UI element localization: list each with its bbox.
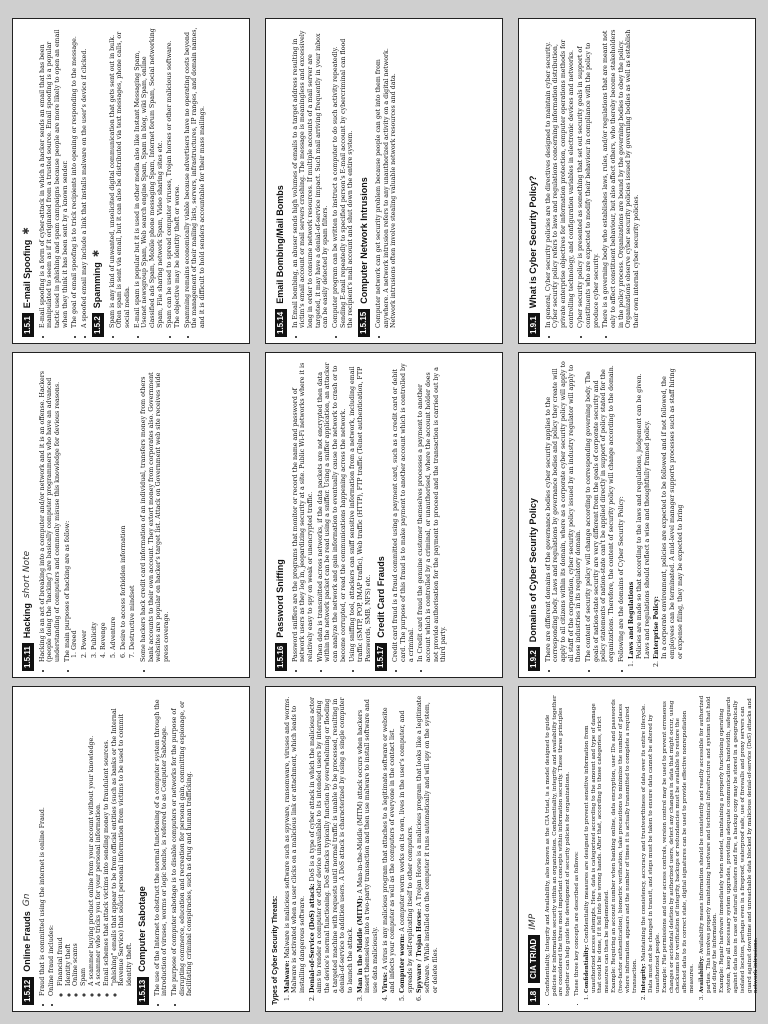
section-title: Hacking <box>22 603 33 639</box>
handwritten-note: short Note <box>22 550 33 599</box>
section-number: 1.5.16 <box>275 643 287 671</box>
section-heading <box>528 361 540 671</box>
domain-list <box>628 361 684 671</box>
list-item: • The use of the Internet to obstruct the normal functioning of a computer system through the introduction of viruses, worms or logic bombs, is referred to as Computer Sabotage. <box>154 695 169 996</box>
section-title: CIA TRIAD <box>528 935 540 983</box>
purpose-list <box>71 361 137 662</box>
list-item: • Confidentiality, Integrity and Availability, also known as the CIA triad, is a model designed to guide policies for information security within an organization. Confidentiality, integrity and availability together are considered the three most important concepts within information security. These three principles together can help guide the development of security policies for organizations. <box>545 695 572 996</box>
section-heading <box>275 27 287 337</box>
section-title: Types of Cyber Security Threats: <box>272 895 279 1005</box>
list-item: • Password sniffers are the programs that monitor or record the name and password of network users as they log in, jeopardizing security at a site. Public Wi-Fi networks where it is relatively easy to spy on weak or unencrypted traffic. <box>292 361 315 662</box>
list-item: • Following are the domains of Cyber Security Policy: <box>618 361 626 662</box>
list-item: • In Email bombing, an abuser sends high volumes of emails to a target address resulting in victim's email account or mail servers crashing. The message is meaningless and excessively long in order to consume network resources. If multiple accounts of a mail server are targeted, it may have a denial-of-service impact. Such mail arriving frequently in your inbox can be easily detected by spam filters. <box>292 27 330 328</box>
domain-title: Enterprise Policy: <box>653 596 661 659</box>
cia-text: Maintaining the consistency, accuracy and trustworthiness of data over its entire lifecycle. Data must not be changed in transit, and steps must be taken to ensure data cannot be altered by unauthorized people. <box>641 703 661 993</box>
rotated-content <box>13 687 251 1013</box>
threat-item <box>309 695 355 993</box>
rotated-content <box>13 19 251 345</box>
cia-term: Confidentiality: <box>583 944 590 993</box>
section-title: E-mail Spoofing <box>22 239 33 309</box>
cia-example: Example: File permissions and user access controls, version control may be used to prevent erroneous changes or accidental deletion by authorized users, detect any changes in data that might occur, using checksums for verification of integrity, backups or redundancies must be available to restore the affected data to its correct state, digital signatures can be used to provide effective nonrepudiation measures. <box>661 700 695 993</box>
threat-item <box>416 695 439 993</box>
list-item: • The purpose of computer sabotage is to disable computers or networks for the purpose of disrupting commerce, education and recreation for personal gain, committing espionage, or facilitating criminal conspiracies, such as drug and human trafficking. <box>171 695 194 996</box>
page-card-hacking <box>12 352 250 678</box>
section-heading <box>137 695 149 1005</box>
page-card-cia-triad <box>518 686 760 1012</box>
bullet-list <box>109 27 207 337</box>
page-card-email-spoofing <box>12 18 250 344</box>
list-item: • Some hackers hack credit card information of an individual, transfers money from others bank accounts to their own account. They extort money from corporates also. Government websites are popular on hacker's target list. Attack on Government web site receives wide press coverage. <box>140 361 171 662</box>
threat-name: Malware: <box>283 960 291 993</box>
purpose-item: 3. Publicity <box>91 361 99 650</box>
list-item: • A spoofed email may include a link that installs malware on the user's device if clicked. <box>81 27 89 328</box>
cia-term: Integrity: <box>641 963 648 993</box>
rotated-content <box>266 353 504 679</box>
cia-text: Availability means information should be consistently and readily accessible for authorized parties. This involves properly maintaining hardware and technical infrastructure and systems that hold and display the information. <box>698 695 719 993</box>
threat-name: Spyware / Trojan Horse: <box>416 908 424 993</box>
section-number: 1.5.11 <box>22 643 34 671</box>
section-heading <box>375 361 387 671</box>
bullet-list <box>545 27 641 337</box>
domain-item <box>653 361 684 659</box>
rotated-content <box>519 353 757 679</box>
section-number: 1.9.1 <box>528 313 540 337</box>
list-item: • When data is transmitted across networks, if the data packets are not encrypted then data within the network packet can be read using a sniffer. Using a sniffer application, an attacker can analyze the network and gain information to eventually cause the network to crash or to become corrupted, or read the communications happening across the network. <box>317 361 348 662</box>
cia-item <box>584 695 639 993</box>
section-number: 1.8 <box>528 988 540 1005</box>
list-item: • Cyber security policy is presented as something that set out security goals in support of constituents who are expected to modify their behaviour in compliance with the policy to produce cyber security. <box>577 27 600 328</box>
purpose-item: 6. Desire to access forbidden information <box>120 361 128 650</box>
list-item: • Computer program can be written to instruct a computer to do such activity repeatedly. Sending E-mail repeatedly to specified person's E-mail account by cybercriminal can flood the recipient's mail account and shut down the entire system. <box>332 27 355 328</box>
list-item: • There are different domains of the governance bodies cyber security applies to the corresponding body. Laws and regulations by governance bodies and policy they create will apply to all citizens within its domain, where as a corporate cyber security policy will apply to all staff of the corporation, cyber security policy issued by an industry regulator will apply to those industries in its regulatory domain. <box>545 361 583 662</box>
purpose-item: 5. Adventure <box>110 361 118 650</box>
purpose-item: 4. Revenge <box>100 361 108 650</box>
list-item-text: The main purposes of hacking are as follow: <box>63 520 71 662</box>
rotated-content <box>266 19 504 345</box>
list-item-text: Online fraud includes: <box>48 925 56 996</box>
cia-example: Example: Requiring an account number when banking online, data encryption, user IDs and passwords (two-factor authentication), biometric verification, take precautions to minimize the number of places where information appears and the number of times it is actually transmitted to complete a required transaction. <box>611 699 638 993</box>
section-number: 1.5.2 <box>92 313 104 337</box>
list-item: • E-mail spoofing is a form of cyber-attack in which a hacker sends an email that has been manipulated to seem as if it originated from a trusted source. Email spoofing is a popular tactic used in phishing and spam campaigns because people are more likely to open an email when they think it has been sent by a known sender. <box>39 27 70 328</box>
threat-list <box>284 695 440 1005</box>
section-number: 1.9.2 <box>528 647 540 671</box>
rotated-content <box>13 353 251 679</box>
section-heading <box>275 361 287 671</box>
rotated-content <box>519 687 760 1013</box>
page-card-cyber-security-policy <box>518 18 756 344</box>
star-icon: ✱ <box>92 249 103 258</box>
section-number: 1.5.12 <box>22 977 34 1005</box>
purpose-item: 2. Power <box>81 361 89 650</box>
cia-text: Confidentiality measures are designed to prevent sensitive information from unauthorized access attempts. Here, data is categorized according to the amount and type of damage that could be done, if it fell into the wrong hands. After that, according to those categories, strict measures can then be implemented. <box>583 703 611 993</box>
section-heading <box>22 695 34 1005</box>
threat-text: A Trojan Horse is a malicious program that looks like a legitimate software. While installed on the computer it runs automatically and will spy on the system, or delete files. <box>416 695 439 993</box>
bullet-list <box>545 361 626 671</box>
list-item: • In general, Cyber security policies are the directives designed to maintain cyber security. Cyber security policy refers to laws and regulations concerning information distribution, private enterprise objectives for information protection, computer operations methods for controlling technology, and configuration variables in electronic devices and networks. <box>545 27 576 328</box>
section-heading <box>358 27 370 337</box>
handwritten-note: IMP <box>528 913 539 930</box>
bullet-list <box>154 695 194 1005</box>
list-item: • The content of security policy will change according to corresponding governing body. The goals of nation-state security are very different from the goals of corporate security and policy statements of nation-state can't be applied directly in support of policy stated for the organizations. Therefore, the content of security policy will change according to the domain. <box>585 361 616 662</box>
page-card-online-frauds <box>12 686 250 1012</box>
list-item: • Credit card fraud is a fraud committed using a payment card, such as a credit card or debit card. The purpose of this fraud is to make payment to another account which is controlled by a criminal. <box>392 361 415 662</box>
list-item: • These three key concepts are described as follows: <box>574 695 581 996</box>
section-title: Online Frauds <box>22 911 33 972</box>
cia-example: Example: Repair hardware immediately when needed, maintaining a properly functioning operating system, keep all necessary system upgrades, providing adequate communication bandwidth, safeguards against data loss in case of natural disasters and fire, a backup copy may be stored in a geographically isolated location, perhaps even in a fireproof, waterproof safe, use of firewalls and proxy servers can guard against downtime and unreachable data blocked by malicious denial-of-service (DoS) attacks and network intrusions. <box>719 696 760 993</box>
threat-text: Malware is malicious software such as spyware, ransomware, viruses and worms. Malware is activated when a user clicks on a malicious link or attachment, which leads to installing dangerous software. <box>283 696 306 993</box>
fraud-kind: ◦ "phishing" emails that appear to be from official entities (such as banks or the Internal Revenue Service) that solicit personal information from victims to be used to commit identity theft. <box>111 695 134 986</box>
section-title: Spamming <box>92 262 103 309</box>
rotated-content <box>519 19 757 345</box>
bullet-list <box>545 695 581 1005</box>
page-card-threat-types <box>265 686 503 1012</box>
threat-text: A virus is any malicious program that attaches to a legitimate software or website and infects your computer as well as the computers of everyone in the contact list. <box>381 707 397 993</box>
list-item: • Spamming remains economically viable because advertisers have no operating costs beyond the management of their mailing lists, servers, infrastructures, IP ranges, and domain names, and it is difficult to hold senders accountable for their mass mailings. <box>184 27 207 328</box>
threat-text: A Man-in-the-Middle (MITM) attack occurs when hackers insert themselves into a two-party transaction and then use malware to install software and use data maliciously. <box>356 699 379 993</box>
section-title: Computer Sabotage <box>137 886 148 972</box>
fraud-kind-list <box>57 695 134 996</box>
fraud-kind: ◦ Financial fraud <box>57 695 65 986</box>
page-card-password-sniffing <box>265 352 503 678</box>
fraud-kind: ◦ Email schemes that attack victims into sending money to fraudulent sources. <box>103 695 111 986</box>
threat-name: Denial-of-Service (DoS) attack: <box>308 883 316 993</box>
section-title: Computer Network Intrusions <box>358 177 369 304</box>
fraud-kind: ◦ A scammer buying product online from your account without your knowledge. <box>88 695 96 986</box>
threat-item <box>399 695 414 993</box>
threat-item <box>284 695 307 993</box>
section-heading <box>22 361 34 671</box>
fraud-kind: ◦ A scammer who tricks you for your personal information. <box>95 695 103 986</box>
bullet-list <box>39 361 171 671</box>
page-card-domains-policy <box>518 352 756 678</box>
purpose-item: 1. Greed <box>71 361 79 650</box>
bullet-list <box>39 27 89 337</box>
section-heading <box>92 27 104 337</box>
section-title: Password Sniffing <box>275 559 286 638</box>
cia-term: Availability: <box>698 955 705 993</box>
section-title: What is Cyber Security Policy? <box>528 175 539 309</box>
threat-item <box>382 695 397 993</box>
bullet-list <box>292 27 355 337</box>
threat-name: Computer worm: <box>398 933 406 993</box>
section-number: 1.5.1 <box>22 313 34 337</box>
bullet-list <box>292 361 373 671</box>
fraud-kind: ◦ Identity theft <box>65 695 73 986</box>
bullet-list <box>392 361 448 671</box>
page-card-email-bombing <box>265 18 503 344</box>
threat-item <box>357 695 380 993</box>
list-item: • Using sniffing tool, attackers can sniff sensitive information from a network, including email traffic (SMTP, POP, IMAP traffic), Web traffic (HTTP), FTP traffic (Telnet authentication, FTP Passwords, SMB, NFS) etc. <box>349 361 372 662</box>
domain-title: Laws and Regulations <box>628 581 636 659</box>
bullet-list <box>39 695 134 1005</box>
domain-item <box>628 361 651 659</box>
section-number: 1.5.14 <box>275 309 287 337</box>
section-heading <box>528 27 540 337</box>
list-item <box>64 361 137 662</box>
list-item: • In Credit card fraud the genuine customer themselves processes a payment to another account which is controlled by a criminal, or unauthorised, where the account holder does not provide authorisation for the payment to proceed and the transaction is carried out by a third party. <box>417 361 448 662</box>
section-number: 1.5.15 <box>358 309 370 337</box>
domain-text: In a corporate environment, policies are expected to be followed and if not followed, the employees can be terminated. A mid-level manager supports processes such as staff hiring or expense filing, they may be expected to bring <box>661 368 684 659</box>
purpose-item: 7. Destructive mindset <box>129 361 137 650</box>
list-item: • There is a governing body who establishes laws, rules, and/or regulations that are meant not only to affect constituent behaviour, but also affect others, who thereby become stakeholders in the policy process. Organizations are bound by the governing bodies to obey the policy. Organizations observe cyber security policies issued by governing bodies as well as establish their own internal cyber security policies. <box>602 27 640 328</box>
list-item <box>48 695 133 996</box>
cia-list <box>584 695 760 1005</box>
rotated-content <box>266 687 504 1013</box>
fraud-kind: ◦ Online scams <box>72 695 80 986</box>
threat-name: Man in the Middle (MITM): <box>356 895 364 993</box>
list-item: • E-mail spam is popular but it is used in other media also like Instant Messaging Spam, Usenet newsgroup Spam, Web search engine Spam, Spam in blog, wiki Spam, online classified ads Spam, Mobile phone messaging Spam, Internet forum Spam, Social networking Spam, File sharing network Spam, Video sharing sites etc. <box>134 27 165 328</box>
list-item: • The goal of email spoofing is to trick recipients into opening or responding to the message. <box>71 27 79 328</box>
domain-text: Policies are made so that according to the laws and regulations, judgement can be given. Laws and regulations should reflect a wise and thoughtfully framed policy. <box>636 373 651 659</box>
cia-item <box>641 695 696 993</box>
section-title: Credit Card Frauds <box>375 556 386 638</box>
section-title: Domains of Cyber Security Policy <box>528 498 539 643</box>
star-icon: ✱ <box>22 227 33 235</box>
handwritten-note: Gn <box>22 893 33 907</box>
threat-text: DoS is a type of cyber attack in which the malicious actor aims to render a computer or other device unavailable to its intended users by interrupting the device's normal functioning. DoS attacks typically function by overwhelming or flooding a targeted machine with requests until normal traffic is unable to be processed, resulting in denial-of-service to addition users. A DoS attack is characterized by using a single computer to launch the attack. <box>308 697 354 993</box>
threat-name: Virus: <box>381 972 389 993</box>
threat-text: A computer worm works on its own, lives in the user's computer, and spreads by self-replicating itself to other computers. <box>398 710 414 993</box>
section-number: 1.5.13 <box>137 977 149 1005</box>
section-title: Email Bombing/Mail Bombs <box>275 185 286 304</box>
fraud-kind: ◦ Spam <box>80 695 88 986</box>
list-item: • Spam can be used to spread computer viruses, Trojan horses or other malicious software. The objective may be identity theft or worse. <box>166 27 181 328</box>
section-heading <box>528 695 540 1005</box>
section-number: 1.5.17 <box>375 643 387 671</box>
bullet-list <box>375 27 398 337</box>
list-item: • Hacking is an act of breaking into a computer and/or network and it is an offense. Hackers (people doing the 'hacking') are basically computer programmers who have an advanced understanding of computers and commonly misuse this knowledge for devious reasons. <box>39 361 62 662</box>
list-item: • Fraud that is committed using the internet is online Fraud. <box>39 695 47 996</box>
list-item: • Spam is any kind of unwanted, unsolicited digital communication that gets sent out in bulk. Often spam is sent via email, but it can also be distributed via text messages, phone calls, or social media. <box>109 27 132 328</box>
list-item: • Computer network can get security problem because people can get into them from anywhere. A network intrusion refers to any unauthorized activity on a digital network. Network intrusions often involve stealing valuable network resources and data. <box>375 27 398 328</box>
cia-item <box>699 695 760 993</box>
section-heading <box>22 27 34 337</box>
